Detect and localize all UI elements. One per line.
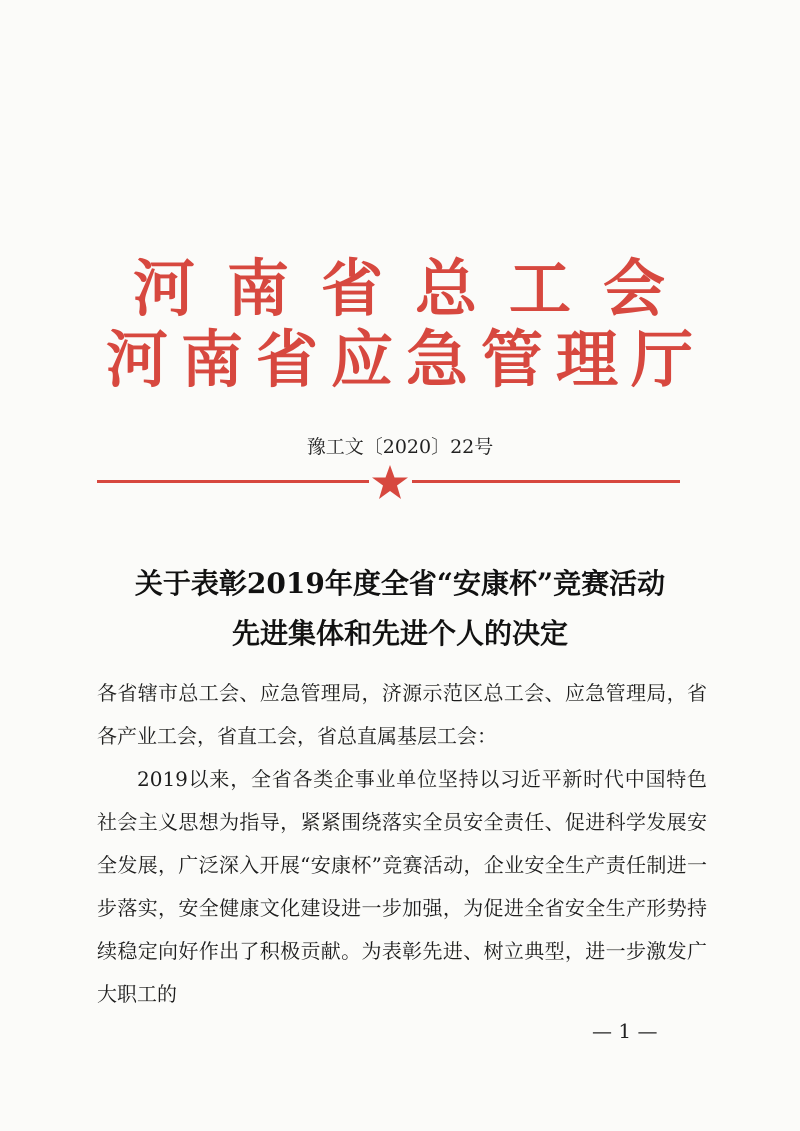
star-icon — [371, 464, 409, 500]
document-number: 豫工文〔2020〕22号 — [306, 436, 494, 458]
red-rule-left — [97, 480, 369, 483]
recipients-paragraph: 各省辖市总工会、应急管理局，济源示范区总工会、应急管理局，省各产业工会，省直工会，省总直属基层工会： — [97, 681, 707, 748]
body-paragraph: 2019以来，全省各类企事业单位坚持以习近平新时代中国特色社会主义思想为指导，紧紧围绕落实全员安全责任、促进科学发展安全发展，广泛深入开展“安康杯”竞赛活动，企业安全生产责任制进一步落实，安全健康文化建设进一步加强，为促进全省安全生产形势持续稳定向好作出了积极贡献。为表彰先进、树立典型，进一步激发广大职工的 — [97, 767, 707, 1006]
issuer-line-2: 河南省应急管理厅 — [105, 323, 706, 396]
document-title-line-2: 先进集体和先进个人的决定 — [231, 617, 568, 650]
document-title-line-1: 关于表彰2019年度全省“安康杯”竞赛活动 — [134, 567, 666, 600]
page-number: — 1 — — [592, 1019, 658, 1043]
red-rule-right — [412, 480, 680, 483]
issuer-line-1: 河南省总工会 — [132, 252, 697, 325]
